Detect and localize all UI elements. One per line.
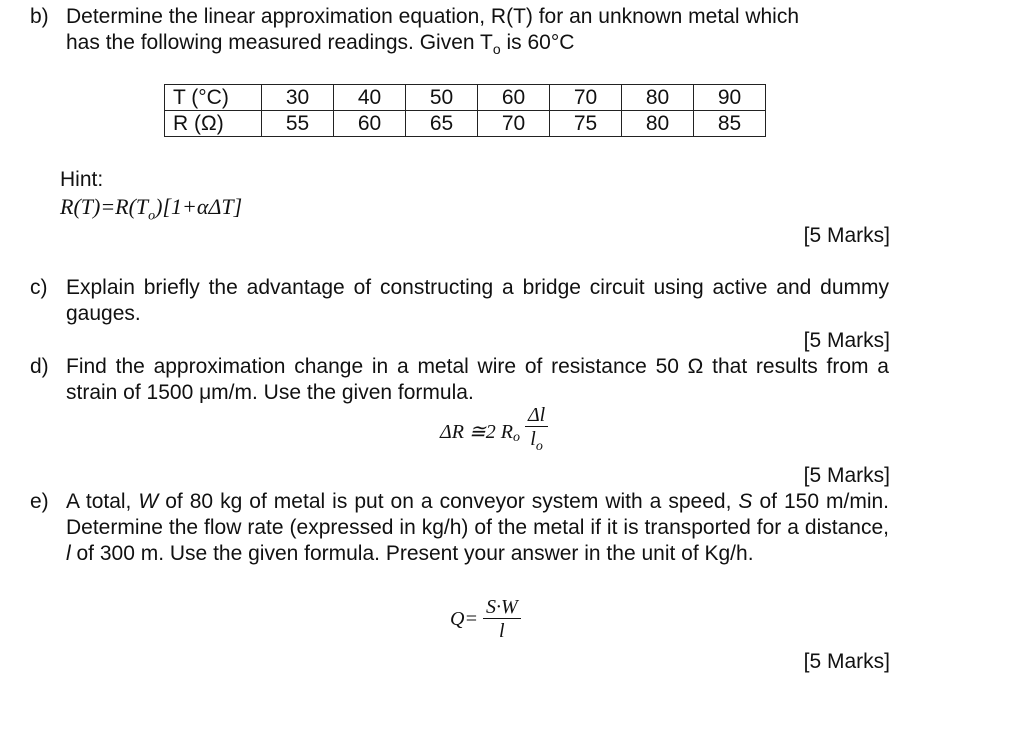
row-header-resistance: R (Ω)	[165, 111, 262, 137]
table-cell: 50	[406, 85, 478, 111]
part-d-label: d)	[30, 355, 49, 378]
part-e-marks: [5 Marks]	[803, 650, 890, 673]
part-b-label: b)	[30, 5, 49, 28]
part-d-marks: [5 Marks]	[803, 464, 890, 487]
part-e-fraction	[483, 596, 521, 643]
table-cell: 30	[262, 85, 334, 111]
part-d-formula-lhs: ΔR ≅2 R	[440, 421, 513, 443]
part-c-label: c)	[30, 276, 48, 299]
part-e-text	[66, 489, 889, 567]
hint-label: Hint:	[60, 168, 104, 191]
part-b-line2-tail: is 60°C	[500, 31, 575, 54]
part-d-denominator	[525, 427, 548, 459]
table-cell: 40	[334, 85, 406, 111]
part-b-marks: [5 Marks]	[803, 224, 890, 247]
part-e-var-l: l	[66, 542, 71, 565]
hint-formula	[60, 194, 242, 229]
part-e-formula-lhs: Q=	[450, 608, 478, 630]
part-d-fraction	[525, 404, 548, 459]
part-e-text-2: of 80 kg of metal is put on a conveyor system with a speed,	[158, 490, 739, 513]
table-cell: 60	[334, 111, 406, 137]
table-cell: 60	[478, 85, 550, 111]
table-cell: 90	[694, 85, 766, 111]
part-d-text: Find the approximation change in a metal wire of resistance 50 Ω that results from a strain of 1500 μm/m. Use the given formula.	[66, 355, 889, 404]
part-d-formula-lhs-sub: o	[512, 430, 520, 446]
table-cell: 80	[622, 85, 694, 111]
hint-formula-sub: o	[148, 208, 156, 224]
table-cell: 70	[478, 111, 550, 137]
part-b-line2-sub: o	[492, 41, 501, 58]
hint-formula-a: R(T)=R(T	[60, 194, 149, 219]
table-row-resistance	[165, 111, 766, 137]
hint-formula-b: )[1+αΔT]	[155, 194, 243, 219]
row-header-temperature: T (°C)	[165, 85, 262, 111]
part-e-text-3: of 150 m/min. Determine the flow rate (expressed in kg/h) of the metal if it is transported for a distance,	[66, 490, 890, 539]
part-d-formula	[440, 404, 548, 459]
table-cell: 65	[406, 111, 478, 137]
readings-table	[164, 84, 766, 137]
part-b-line2-text: has the following measured readings. Given T	[66, 31, 493, 54]
part-e-numerator: S·W	[483, 596, 521, 619]
table-cell: 75	[550, 111, 622, 137]
part-c-marks: [5 Marks]	[803, 329, 890, 352]
part-b-line2	[66, 30, 889, 62]
table-cell: 70	[550, 85, 622, 111]
part-e-denominator: l	[499, 620, 505, 642]
part-c-text: Explain briefly the advantage of constructing a bridge circuit using active and dummy gauges.	[66, 276, 889, 325]
part-e-var-w: W	[138, 490, 159, 513]
part-d-den-text: l	[530, 428, 536, 450]
table-cell: 85	[694, 111, 766, 137]
part-e-text-1: A total,	[66, 490, 139, 513]
part-d-den-sub: o	[535, 439, 543, 454]
table-cell: 55	[262, 111, 334, 137]
part-e-label: e)	[30, 490, 49, 513]
part-e-text-4: of 300 m. Use the given formula. Present your answer in the unit of Kg/h.	[70, 542, 754, 565]
table-cell: 80	[622, 111, 694, 137]
table-row-temperature	[165, 85, 766, 111]
part-e-formula	[450, 596, 521, 643]
part-e-var-s: S	[738, 490, 753, 513]
part-b-line1: Determine the linear approximation equation, R(T) for an unknown metal which	[66, 5, 800, 28]
part-d-numerator: Δl	[525, 404, 548, 427]
